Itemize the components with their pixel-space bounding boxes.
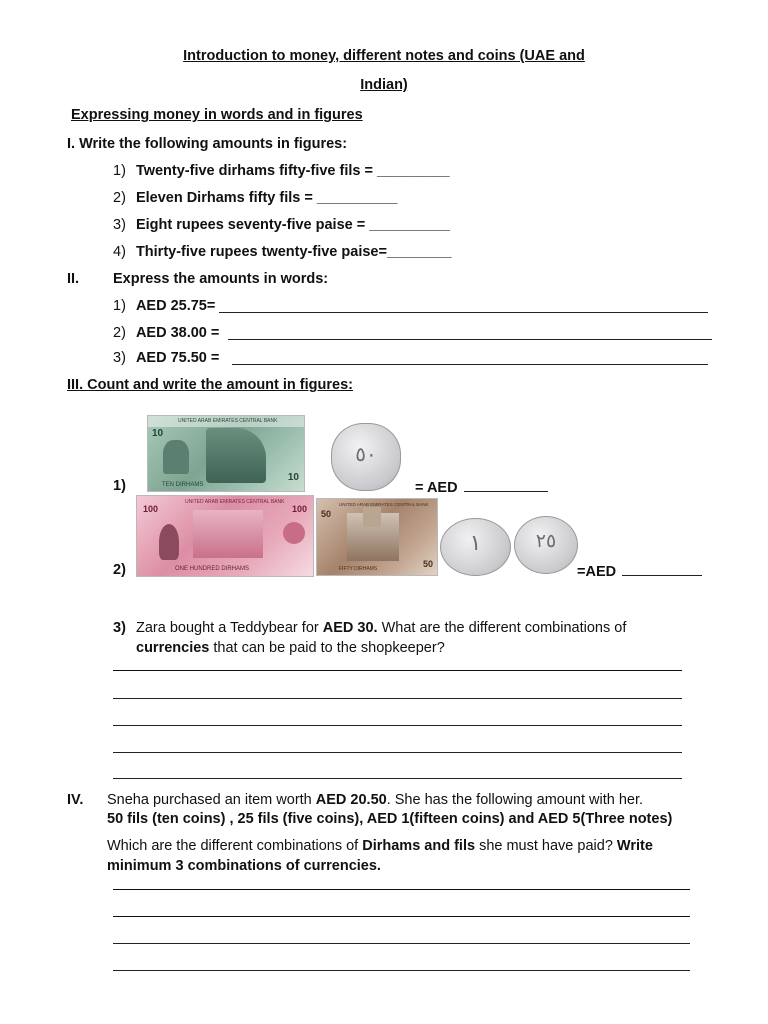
question-keyword: currencies xyxy=(136,640,210,656)
twenty-five-fils-coin-image xyxy=(514,516,578,574)
section2-item-1 xyxy=(113,298,215,314)
hundred-dirham-note-image xyxy=(136,495,314,577)
note-value-text: 50 xyxy=(422,559,433,569)
question-1-number: 1) xyxy=(113,478,126,494)
answer-line[interactable] xyxy=(113,943,690,944)
item-number: 2) xyxy=(113,325,126,341)
item-number: 3) xyxy=(113,217,126,233)
question-1-answer-label xyxy=(415,478,548,496)
fifty-dirham-note-image xyxy=(316,498,438,576)
answer-label: = AED xyxy=(415,480,458,496)
section1-item-1 xyxy=(113,163,450,179)
question-text: Zara bought a Teddybear for xyxy=(136,620,323,636)
section4-numeral: IV. xyxy=(67,792,84,808)
coin-value-text: ٥٠ xyxy=(355,444,377,466)
page-title-line1: Introduction to money, different notes and coins (UAE and xyxy=(183,48,585,64)
question-3-text-line1 xyxy=(136,620,626,636)
item-text: AED 25.75= xyxy=(135,298,216,314)
item-text: Eight rupees seventy-five paise = __________ xyxy=(135,217,450,233)
note-value-text: 100 xyxy=(291,504,307,514)
question-text: Sneha purchased an item worth xyxy=(107,792,316,808)
note-value-text: 10 xyxy=(287,472,299,483)
section2-item-2 xyxy=(113,325,219,341)
section1-heading: I. Write the following amounts in figures: xyxy=(67,136,348,152)
note-header-text: UNITED ARAB EMIRATES CENTRAL BANK xyxy=(185,499,285,505)
answer-line[interactable] xyxy=(113,670,682,671)
answer-line[interactable] xyxy=(219,312,708,313)
page-title-line2: Indian) xyxy=(360,77,408,93)
note-caption-text: ONE HUNDRED DIRHAMS xyxy=(175,566,250,572)
question-text: What are the different combinations of xyxy=(377,620,627,636)
question-3-text-line2 xyxy=(136,640,445,656)
answer-line[interactable] xyxy=(113,725,682,726)
answer-line[interactable] xyxy=(113,752,682,753)
note-caption-text: FIFTY DIRHAMS xyxy=(339,566,378,572)
item-text: Twenty-five dirhams fifty-five fils = _________ xyxy=(135,163,450,179)
answer-line[interactable] xyxy=(113,889,690,890)
section4-line1 xyxy=(107,792,643,808)
item-text: AED 75.50 = xyxy=(135,350,220,366)
coin-value-text: ٢٥ xyxy=(535,531,557,552)
question-instruction: Write xyxy=(616,838,653,854)
question-text: Which are the different combinations of xyxy=(107,838,363,854)
answer-label: =AED xyxy=(577,564,617,580)
note-value-text: 50 xyxy=(321,509,332,519)
section1-item-3 xyxy=(113,217,450,233)
answer-line[interactable] xyxy=(113,970,690,971)
question-text: she must have paid? xyxy=(475,838,617,854)
section2-heading: Express the amounts in words: xyxy=(113,271,329,287)
section1-item-4 xyxy=(113,244,451,260)
note-value-text: 100 xyxy=(143,504,159,514)
item-number: 1) xyxy=(113,298,126,314)
item-text: Thirty-five rupees twenty-five paise=________ xyxy=(135,244,452,260)
question-amount: AED 20.50 xyxy=(315,792,387,808)
section-subtitle: Expressing money in words and in figures xyxy=(71,107,363,123)
question-3-number: 3) xyxy=(113,620,126,636)
item-number: 3) xyxy=(113,350,126,366)
answer-line[interactable] xyxy=(232,364,708,365)
answer-line[interactable] xyxy=(113,778,682,779)
section4-line4: minimum 3 combinations of currencies. xyxy=(107,858,381,874)
question-amount: AED 30. xyxy=(322,620,378,636)
question-keyword: Dirhams and fils xyxy=(362,838,476,854)
section3-heading: III. Count and write the amount in figures: xyxy=(67,377,353,393)
ten-dirham-note-image xyxy=(147,415,305,492)
note-header-text: UNITED ARAB EMIRATES CENTRAL BANK xyxy=(178,418,278,424)
answer-line[interactable] xyxy=(228,339,712,340)
coin-value-text: ١ xyxy=(469,530,482,555)
section2-numeral: II. xyxy=(67,271,80,287)
section2-item-3 xyxy=(113,350,219,366)
one-dirham-coin-image xyxy=(440,518,511,576)
item-text: Eleven Dirhams fifty fils = __________ xyxy=(135,190,398,206)
section4-line2: 50 fils (ten coins) , 25 fils (five coins), AED 1(fifteen coins) and AED 5(Three notes) xyxy=(107,811,673,827)
question-2-number: 2) xyxy=(113,562,126,578)
note-header-text: UNITED ARAB EMIRATES CENTRAL BANK xyxy=(339,502,429,507)
answer-line[interactable] xyxy=(113,916,690,917)
question-text: . She has the following amount with her. xyxy=(386,792,644,808)
question-2-answer-label xyxy=(577,562,702,580)
answer-line[interactable] xyxy=(113,698,682,699)
question-text: that can be paid to the shopkeeper? xyxy=(209,640,445,656)
answer-blank[interactable] xyxy=(622,562,702,576)
item-number: 4) xyxy=(113,244,126,260)
fifty-fils-coin-image xyxy=(331,423,401,491)
section1-item-2 xyxy=(113,190,398,206)
note-caption-text: TEN DIRHAMS xyxy=(162,482,204,488)
item-number: 2) xyxy=(113,190,126,206)
section4-line3 xyxy=(107,838,653,854)
answer-blank[interactable] xyxy=(464,478,548,492)
item-number: 1) xyxy=(113,163,126,179)
item-text: AED 38.00 = xyxy=(135,325,220,341)
note-value-text: 10 xyxy=(152,428,164,439)
